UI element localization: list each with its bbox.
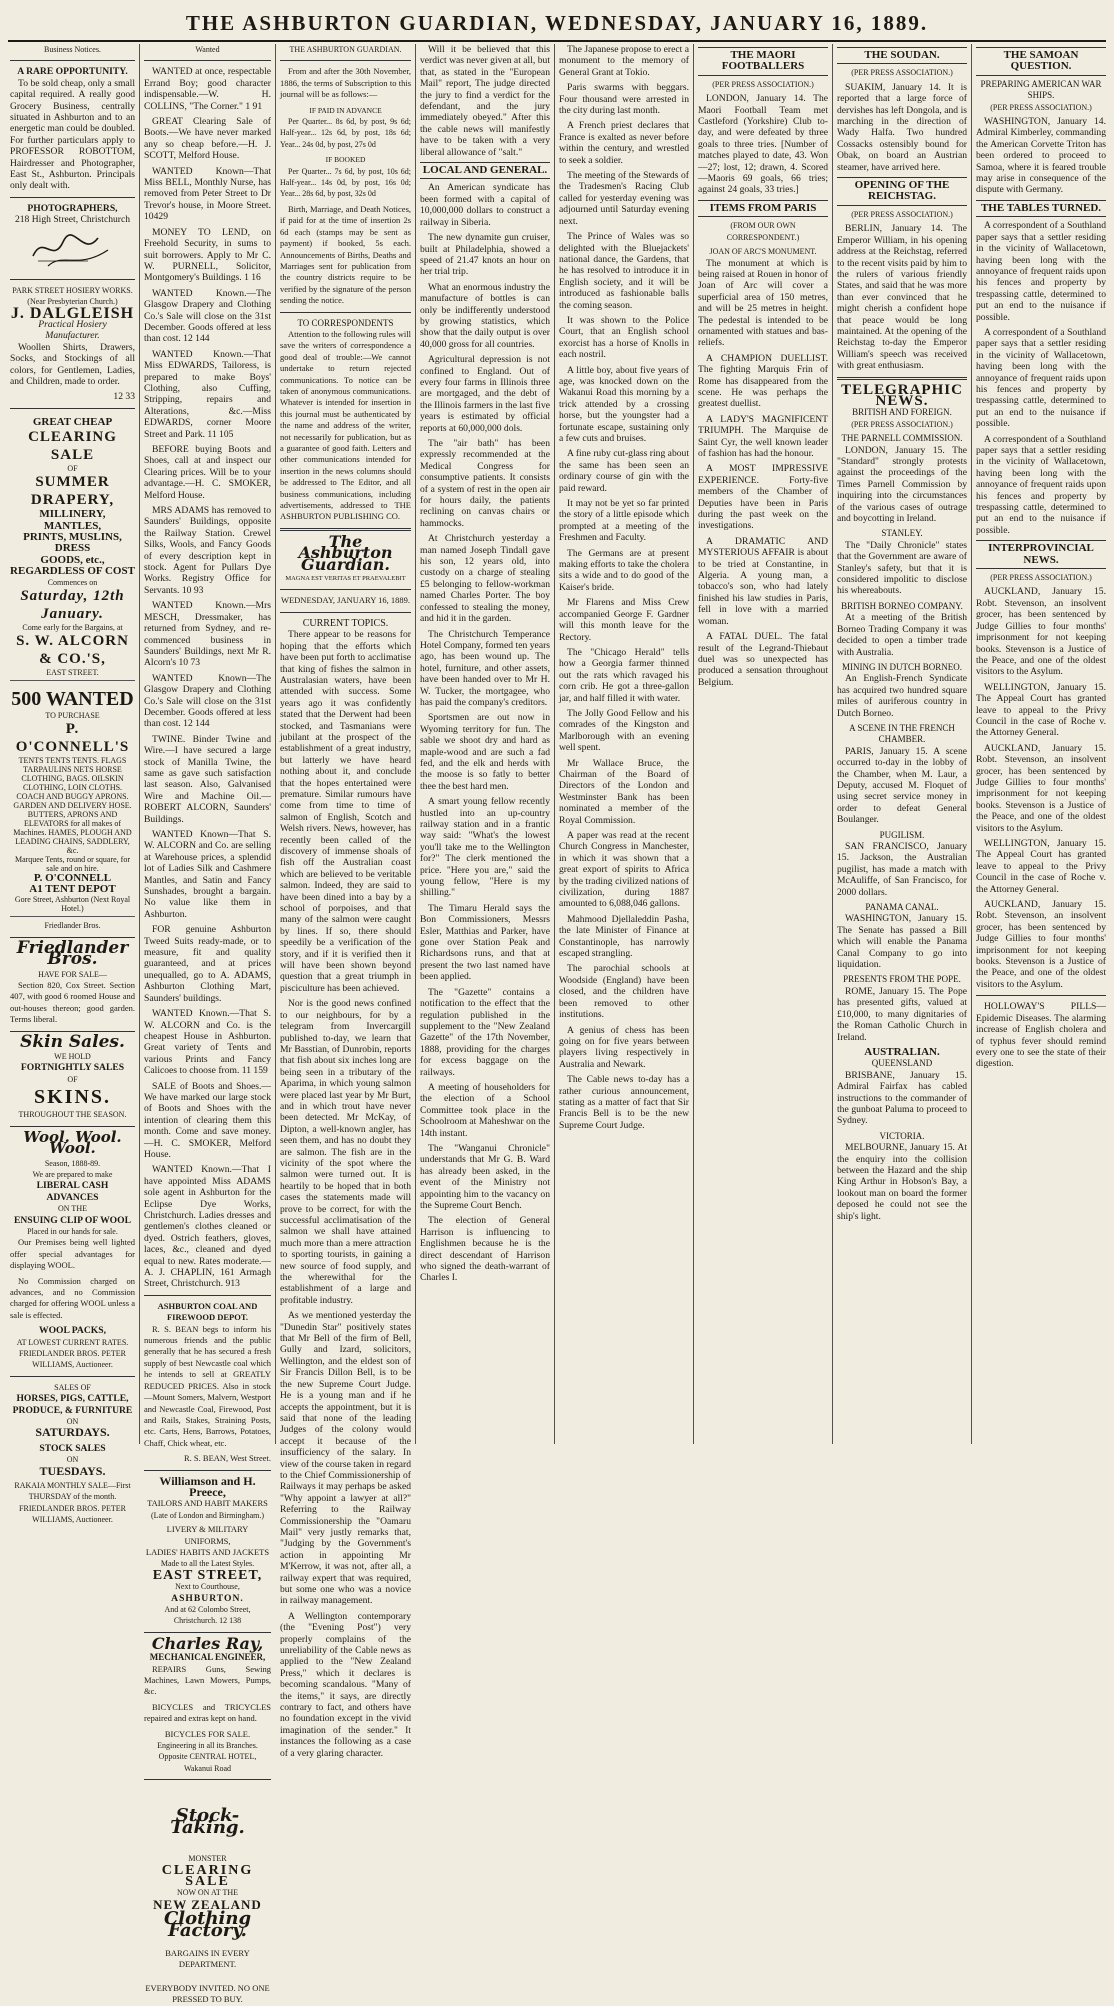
classified-ad: BEFORE buying Boots and Shoes, call at and inspect our Clearing prices. Will be to your advantage.—H. C. SMOKER, Melford House. <box>144 444 271 501</box>
section-heading: OPENING OF THE REICHSTAG. <box>837 177 967 206</box>
oconnell-ad <box>10 684 135 918</box>
ad-line: Engineering in all its Branches. <box>157 1741 258 1751</box>
local-paragraph: An American syndicate has been formed with a capital of 10,000,000 dollars to construct a railway in Siberia. <box>420 182 550 228</box>
local-paragraph: Sportsmen are out now in Wyoming territory for fun. The sable we shoot dry and hard as maple-wood and are such a fad fed, and the elk and herds with the moose is so fatly to better thee the best hard men. <box>420 712 550 792</box>
article-body <box>420 44 550 158</box>
article-text: BRISBANE, January 15. Admiral Fairfax has cabled instructions to the commander of the gunboat Paluma to proceed to Sydney. <box>837 1069 967 1127</box>
subheading: A SCENE IN THE FRENCH CHAMBER. <box>849 722 955 745</box>
ad-line: Gore Street, Ashburton (Next Royal Hotel.) <box>14 895 131 914</box>
ad-line: We are prepared to make <box>32 1169 113 1179</box>
dalgleish-sub: Practical Hosiery Manufacturer. <box>38 318 107 342</box>
editorial-paragraph: As we mentioned yesterday the "Dunedin Star" positively states that Mr Bell of the firm of Bell, Gully and Izard, solicitors, Wellington, and the eldest son of Sir Francis Dillon Bell, is to be the new Supreme Court Judge. He is a young man and if he accepts the appointment, but it is said that none of the leading Judges of the colony would accept it because of the insufficiency of the salary. In view of the course taken in regard to the Chief Commissionership of Railways it may perhaps be asked "Why appoint a lawyer at all?" Referring to the Railway Commissionership the "Oamaru Mail" very justly remarks that, "Judging by the Government's action in appointing Mr M'Kerrow, it was not, after all, a railway expert that was required, but some one who was a novice in railway management. <box>280 1310 411 1607</box>
subheading: BRITISH AND FOREIGN. <box>852 407 952 418</box>
subheading: PRESENTS FROM THE POPE. <box>843 974 961 985</box>
ad-line: ON <box>66 1455 79 1465</box>
masthead <box>8 6 1106 42</box>
ad-line: FRIEDLANDER BROS. PETER WILLIAMS, Auctioneer. <box>19 1349 126 1370</box>
ad-line: (Late of London and Birmingham.) <box>150 1510 265 1520</box>
article-paragraph: Mahmood Djellaleddin Pasha, the late Minister of Finance at Constantinople, has narrowly escaped strangling. <box>559 913 689 960</box>
article-text: WELLINGTON, January 15. The Appeal Court has granted leave to appeal to the Privy Council in the case of Roche v. the Attorney General. <box>976 838 1106 895</box>
classified-ad: MRS ADAMS has removed to Saunders' Buildings, opposite the Railway Station. Crewel Silks, Wools, and Fancy Goods of every description kept in stock. Agent for Pullars Dye Works. Registry Office for Servants. 10 93 <box>144 505 271 596</box>
paris-paragraph: A CHAMPION DUELLIST. The fighting Marquis Frin of Rome has disappeared from the scene. He was perhaps the greatest duellist. <box>698 352 828 410</box>
ad-line: WOOL PACKS, <box>39 1325 106 1337</box>
local-paragraph: A smart young fellow recently hustled into an up-country railway station and in a frantic way said: "What's the lowest you'll take me to the Wellington for?" The clerk mentioned the price. "Here you are," said the young fellow, "Here is my shilling." <box>420 796 550 899</box>
classified-ad: WANTED Known.—Mrs MESCH, Dressmaker, has returned from Sydney, and re-commenced business in Saunders' Buildings, next Mr R. Alcorn's 10 73 <box>144 600 271 669</box>
article-text: WASHINGTON, January 14. Admiral Kimberley, commanding the American Corvette Triton has been ordered to proceed to Samoa, where it is feared trouble may arise in consequence of the dispute with Germany. <box>976 116 1106 196</box>
ad-line: HORSES, PIGS, CATTLE, <box>16 1393 129 1405</box>
ad-line: LIBERAL CASH ADVANCES <box>36 1180 109 1203</box>
local-paragraph: The "Gazette" contains a notification to the effect that the regulation published in the supplement to the "New Zealand Gazette" of the 17th November, 1888, providing for the charges for excess baggage on the railways. <box>420 986 550 1078</box>
article-text: At a meeting of the British Borneo Trading Company it was decided to open a timber trade with Australia. <box>837 612 967 658</box>
press-credit: (PER PRESS ASSOCIATION.) <box>712 79 814 89</box>
ad-text: To be sold cheap, only a small capital required. A really good Grocery Business, centrally situated in Ashburton and to an energetic man could be doubled. For further particulars apply to PROFESSOR ROBOTTOM, Hairdresser and Photographer, East St., Ashburton. Principals only dealt with. <box>10 77 135 192</box>
article-paragraph: The meeting of the Stewards of the Tradesmen's Racing Club called for yesterday evening was adjourned until Saturday evening next. <box>559 170 689 227</box>
article-text: AUCKLAND, January 15. Robt. Stevenson, an insolvent grocer, has been sentenced by Judge Gillies to four months' imprisonment for not keeping books. Stevenson is a Justice of the Peace, and one of the oldest visitors to the Asylum. <box>976 742 1106 834</box>
ad-line: SATURDAYS. <box>35 1425 110 1440</box>
ad-line: NEW ZEALAND <box>153 1896 262 1912</box>
classified-ad: WANTED Known—The Glasgow Drapery and Clothing Co.'s Sale will close on the 31st December. Goods offered at less than cost. 12 144 <box>144 672 271 730</box>
ad-line: CLEARING SALE <box>28 429 117 464</box>
ad-text: R. S. BEAN begs to inform his numerous friends and the public generally that he has secured a fresh supply of best Newcastle coal which he intends to sell at GREATLY REDUCED PRICES. Also in stock—Mount Somers, Malvern, Westport and Newcastle Coal, Firewood, Post and Rails, Stakes, Straining Posts, etc. Carts, Hens, Barrows, Potatoes, Chaff, Chick wheat, etc. <box>144 1323 271 1448</box>
ad-line: ASHBURTON COAL AND FIREWOOD DEPOT. <box>157 1300 258 1323</box>
press-credit: (PER PRESS ASSOCIATION.) <box>851 419 953 429</box>
section-label: Wanted <box>195 45 220 54</box>
article-text: PARIS, January 15. A scene occurred to-day in the lobby of the Chamber, when M. Laur, a Deputy, accused M. Floquet of using secret service money in order to defeat General Boulanger. <box>837 745 967 826</box>
terms-label: IF PAID IN ADVANCE <box>309 105 382 115</box>
ad-line: GOODS, etc., <box>40 553 105 566</box>
local-paragraph: The Timaru Herald says the Bon Commissioners, Messrs Esler, Matthias and Parker, have gone over Station Peak and Richardsons runs, and that at present the two last named have been applied. <box>420 902 550 983</box>
ad-line: HAVE FOR SALE— <box>38 969 107 979</box>
ad-line: P. O'CONNELL'S <box>15 720 130 755</box>
classified-ad: FOR genuine Ashburton Tweed Suits ready-made, or to measure, fit and quality guaranteed, and at prices unequalled, go to A. ADAMS, Ashburton Clothing Mart, Saunders' buildings. <box>144 924 271 1004</box>
article-paragraph: A genius of chess has been going on for five years between players living respectively in Australia and Newark. <box>559 1024 689 1070</box>
article-text: HOLLOWAY'S PILLS—Epidemic Diseases. The alarming increase of English cholera and of typhus fever should remind every one to see the state of their digestion. <box>976 1001 1106 1070</box>
subheading: VICTORIA. <box>879 1130 925 1141</box>
article-text: LONDON, January 15. The "Standard" strongly protests against the proceedings of the Times Parnell Commission by inquiring into the circumstances of the various cases of outrage and boycotting in Ireland. <box>837 444 967 525</box>
ad-line: Charles Ray, <box>151 1633 264 1653</box>
ad-line: SUMMER DRAPERY, <box>30 474 115 509</box>
section-label: Business Notices. <box>44 45 101 54</box>
article-paragraph: The parochial schools at Woodside (England) have been closed, and the children have been removed to other institutions. <box>559 963 689 1021</box>
paris-paragraph: A DRAMATIC AND MYSTERIOUS AFFAIR is about to be tried at Constantine, in Algeria. A young man, a tobacco's son, who had lately finished his law studies in Paris, fell in love with a married woman. <box>698 535 828 627</box>
article-paragraph: A paper was read at the recent Church Congress in Manchester, in which it was shown that a great export of spirits to Africa by the trading civilized nations of civilization, during 1887 amounted to 6,088,046 gallons. <box>559 830 689 910</box>
column-4 <box>415 44 554 1444</box>
ad-title: A RARE OPPORTUNITY. <box>17 66 128 78</box>
clearing-sale-ad <box>10 414 135 681</box>
article-paragraph: A French priest declares that France is exalted as never before within the century, and wrestled to seek a soldier. <box>559 120 689 166</box>
ad-text: Our Premises being well lighted offer special advantages for displaying WOOL. <box>10 1237 135 1271</box>
ad-line: ASHBURTON. <box>171 1592 244 1604</box>
press-credit: (PER PRESS ASSOCIATION.) <box>990 573 1092 583</box>
subheading: STANLEY. <box>881 528 923 539</box>
ad-line: Wool. Wool. Wool. <box>23 1127 122 1158</box>
editorial-body <box>280 629 411 1759</box>
ad-line: AT LOWEST CURRENT RATES. <box>16 1337 129 1347</box>
press-credit: (PER PRESS ASSOCIATION.) <box>851 209 953 219</box>
editorial-paragraph: Nor is the good news confined to our neighbours, for by a telegram from Invercargill published to-day, we learn that Mr Basstian, of Dunrobin, reports that fish about six inches long are being seen in a tributary of the Aparima, in which young salmon were placed last year by Mr Burt, and in which trout have never been detected. Mr McKay, of Dipton, a well-known angler, has seen them, and has no doubt they are salmon. The fish are in the vicinity of the spot where the salmon were turned out. It is heartily to be hoped that in both cases the statements made will prove to be correct, for with the successful acclimatisation of the salmon we shall have attained much more than a mere attraction to sporting tourists, in gaining a new source of food supply, and the wherewithal for the establishment of a large and profitable industry. <box>280 998 411 1306</box>
ad-line: TAILORS AND HABIT MAKERS <box>147 1498 268 1509</box>
subheading: BRITISH BORNEO COMPANY. <box>841 600 963 611</box>
paper-motto: MAGNA EST VERITAS ET PRAEVALEBIT <box>285 575 406 583</box>
press-credit: (PER PRESS ASSOCIATION.) <box>851 68 953 78</box>
article-paragraph: It may not be yet so far printed the story of a little episode which prompted at a meeting of the Freshmen and Faculty. <box>559 498 689 544</box>
ad-line: GREAT CHEAP <box>32 415 113 428</box>
ad-text: No Commission charged on advances, and no Commission charged for offering WOOL unless a sale is effected. <box>10 1275 135 1320</box>
ad-line: SKINS. <box>33 1086 112 1109</box>
article-paragraph: Mr Wallace Bruce, the Chairman of the Board of Directors of the London and Westminster Bank has been nominated a member of the Royal Commission. <box>559 757 689 826</box>
column-6 <box>693 44 832 1444</box>
press-credit: (FROM OUR OWN CORRESPONDENT.) <box>726 221 800 242</box>
press-credit: (PER PRESS ASSOCIATION.) <box>990 102 1092 112</box>
editorial-paragraph: A Wellington contemporary (the "Evening Post") very properly complains of the unreliability of the Cable news as applied to the "New Zealand Press," which it declares is becoming scandalous. "Many of the items," it says, are directly contrary to fact, and others have no foundation except in the vivid imagination of the sender." It instances the following as a case of a very glaring character. <box>280 1610 411 1759</box>
ad-line: A1 TENT DEPOT <box>29 883 116 895</box>
classified-ad: WANTED Known—That Miss BELL, Monthly Nurse, has removed from Peter Street to Dr Trevor's house, in Moore Street. 10429 <box>144 165 271 223</box>
section-heading: THE SOUDAN. <box>837 47 967 64</box>
article-paragraph: Paris swarms with beggars. Four thousand were arrested in the city during last month. <box>559 82 689 117</box>
article-paragraph: A fine ruby cut-glass ring about the same has been seen an ordinary course of gin with the paid reward. <box>559 448 689 494</box>
ad-line: Season, 1888-89. <box>44 1158 101 1168</box>
ad-line: PRINTS, MUSLINS, DRESS <box>23 530 122 555</box>
classified-ad: GREAT Clearing Sale of Boots.—We have never marked any so cheap before.—H. J. SCOTT, Melford House. <box>144 116 271 162</box>
ad-line: ENSUING CLIP OF WOOL <box>13 1214 131 1226</box>
ad-line: THROUGHOUT THE SEASON. <box>18 1110 127 1120</box>
dalgleish-text: Woollen Shirts, Drawers, Socks, and Stockings of all colors, for Gentlemen, Ladies, and Children, made to order. <box>10 341 135 387</box>
photo-title: PHOTOGRAPHERS, <box>27 202 118 214</box>
classified-ad: WANTED at once, respectable Errand Boy; good character indispensable.—W. H. COLLINS, "The Corner." 1 91 <box>144 66 271 112</box>
paris-paragraph: A LADY'S MAGNIFICENT TRIUMPH. The Marquise de Saint Cyr, the well known leader of fashion has had the honour. <box>698 413 828 459</box>
article-paragraph: Mr Flarens and Miss Crew accompanied George F. Gardner will this month leave for the Rectory. <box>559 597 689 643</box>
article-text: ROME, January 15. The Pope has presented gifts, valued at £10,000, to many dignitaries of the Roman Catholic Church in Ireland. <box>837 985 967 1043</box>
ad-line: REGARDLESS OF COST <box>10 565 135 578</box>
subheading: THE PARNELL COMMISSION. <box>841 433 963 444</box>
ad-line: TO PURCHASE <box>45 710 100 720</box>
article-paragraph: The Prince of Wales was so delighted with the Bluejackets' national dance, the Gardens, that he has resolved to introduce it in English society, and it will be introduced as fashionable balls the coming season. <box>559 231 689 311</box>
article-body <box>559 44 689 1131</box>
section-label: THE ASHBURTON GUARDIAN. <box>289 45 402 54</box>
date-line: WEDNESDAY, JANUARY 16, 1889. <box>280 595 411 606</box>
article-text: AUCKLAND, January 15. Robt. Stevenson, an insolvent grocer, has been sentenced by Judge Gillies to four months' imprisonment for not keeping books. Stevenson is a Justice of the Peace, and one of the oldest visitors to the Asylum. <box>976 586 1106 678</box>
subheading: JOAN OF ARC'S MONUMENT. <box>709 247 817 257</box>
local-paragraph: At Christchurch yesterday a man named Joseph Tindall gave his son, 12 years old, into custody on a charge of stealing £5 belonging to fellow-workman named Charles Porter. The boy confessed to stealing the money, and hid it in the garden. <box>420 533 550 625</box>
ad-line: EVERYBODY INVITED. NO ONE PRESSED TO BUY. <box>145 1982 270 2005</box>
ad-line: 500 WANTED <box>11 687 134 710</box>
local-paragraph: The Christchurch Temperance Hotel Company, formed ten years ago, has been wound up. The hotel, furniture, and other assets, have been handed over to Mr H. W. Tucker, the mortgagee, who has paid the company's creditors. <box>420 628 550 708</box>
terms-intro: From and after the 30th November, 1886, the terms of Subscription to this journal will be as follows:— <box>280 66 411 100</box>
local-paragraph: The new dynamite gun cruiser, built at Philadelphia, showed a speed of 21.47 knots an hour on her trial trip. <box>420 232 550 278</box>
classified-ad: TWINE. Binder Twine and Wire.—I have secured a large stock of Manilla Twine, the same as gave such satisfaction last season. Also, Galvanised Wire and Machine Oil.—ROBERT ALCORN, Saunders' Buildings. <box>144 733 271 825</box>
ad-line: SALES OF <box>54 1382 91 1392</box>
article-paragraph: The "Chicago Herald" tells how a Georgia farmer thinned out the rats which ravaged his corn crib. He got a three-gallon jar, and half filled it with water. <box>559 646 689 704</box>
ad-line: Come early for the Bargains, at <box>22 622 123 632</box>
article-text: BERLIN, January 14. The Emperor William, in his opening address at the Reichstag, referred to the recent visits paid by him to the rulers of various friendly States, and said that he was more than ever convinced that he might cherish a confident hope that peace would be long maintained. At the opening of the Reichstag to-day the Emperor William's speech was received with great enthusiasm. <box>837 223 967 372</box>
article-paragraph: Will it be believed that this verdict was never given at all, but that, as stated in the "European Mail" report, The judge directed the jury to find a verdict for the defendant, and the jury immediately obeyed." After this the cable news will manifestly have to be taken with a very liberal allowance of "salt." <box>420 44 550 158</box>
ad-line: P. O'CONNELL <box>33 871 112 884</box>
section-heading: TELEGRAPHIC NEWS. <box>841 381 963 409</box>
classified-ad: WANTED Known.—That I have appointed Miss ADAMS sole agent in Ashburton for the Eclipse Dye Works, Christchurch. Ladies dresses and gentlemen's clothes cleaned or dyed. Ostrich feathers, gloves, laces, &c., cleaned and dyed equal to new. Rates moderate.—A. J. CHAPLIN, 161 Armagh Street, Christchurch. 913 <box>144 1164 271 1290</box>
article-text: The "Daily Chronicle" states that the Government are aware of Stanley's safety, but that it is considered impolitic to disclose his whereabouts. <box>837 539 967 597</box>
paris-paragraph: A MOST IMPRESSIVE EXPERIENCE. Forty-five members of the Chamber of Deputies have been in Paris during the past week on the investigations. <box>698 463 828 532</box>
ad-line: TENTS TENTS TENTS. FLAGS TARPAULINS NETS HORSE CLOTHING, BAGS. OILSKIN CLOTHING, LOIN CLOTHS. COACH AND BUGGY APRONS. GARDEN AND DELIVERY HOSE. BUTTERS, APRONS AND ELEVATORS for all makes of Machines. HAMES, PLOUGH AND LEADING CHAINS, SADDLERY, &c. <box>13 755 132 855</box>
local-paragraph: The "air bath" has been expressly recommended at the Medical Congress for consumptive patients. It consists of a system of rest in the open air for hours daily, the patients reclining on canvas chairs or hammocks. <box>420 438 550 529</box>
ad-line: Skin Sales. <box>20 1031 125 1052</box>
ad-line: Placed in our hands for sale. <box>27 1226 118 1236</box>
editorial-paragraph: There appear to be reasons for hoping that the efforts which have been put forth to acclimatise that king of fishes the salmon in Australasian waters, have been attended with success. Some years ago it was confidently stated that the Derwent had been stocked, and Tasmanians were jubilant at the prospect of the establishment of a great industry, but latterly we have heard nothing about it, and conclude that the hopes entertained were premature. Similar rumours have come from time to time of salmon of English, Scotch and Welsh rivers. News, however, has recently been called of the discovery of immense shoals of fish off the Australian coast which are believed to be veritable salmon. Indeed, they are said to have been dined into a bay by a school of porpoises, and that many of the salmon were caught by lines. If so, there should speedily be a verification of the story, and if it is verified then it will have been shown beyond question that a great triumph in pisciculture has been achieved. <box>280 629 411 994</box>
subheading: PUGILISM. <box>879 829 925 840</box>
ad-text: Section 820, Cox Street. Section 407, with good 6 roomed House and out-houses thereon; good garden. Terms liberal. <box>10 980 135 1025</box>
ad-line: MECHANICAL ENGINEER, <box>149 1652 266 1663</box>
article-text: SAN FRANCISCO, January 15. Jackson, the Australian pugilist, has made a match with McAuliffe, of San Francisco, for 2000 dollars. <box>837 841 967 898</box>
ad-line: ON THE <box>58 1204 87 1214</box>
ad-line: ON <box>66 1417 79 1427</box>
paris-items <box>698 258 828 689</box>
terms-label: IF BOOKED <box>325 155 366 165</box>
ad-line: TUESDAYS. <box>39 1463 106 1478</box>
paris-paragraph: A FATAL DUEL. The fatal result of the Legrand-Thiebaut duel was so unexpected has produced a sensation throughout Belgium. <box>698 631 828 688</box>
ad-line: EAST STREET, <box>152 1567 263 1583</box>
ad-text: BICYCLES and TRICYCLES repaired and extras kept on hand. <box>144 1701 271 1724</box>
photo-address: 218 High Street, Christchurch <box>14 214 131 226</box>
ad-line: BICYCLES FOR SALE. <box>164 1728 251 1739</box>
article-paragraph: The Germans are at present making efforts to take the cholera sits a wide and to do good of the Kaiser's bride. <box>559 547 689 593</box>
paper-title: The Ashburton Guardian. <box>298 531 393 574</box>
classified-ad: WANTED Known—That S. W. ALCORN and Co. are selling at Warehouse prices, a splendid lot of Ladies Silk and Cashmere Mantles, and Satin and Fancy Sunshades, brought a bargain. No value like them in Ashburton. <box>144 829 271 920</box>
ad-line: R. S. BEAN, West Street. <box>184 1453 271 1464</box>
article-text: MELBOURNE, January 15. At the enquiry into the collision between the Hazard and the ship King Arthur in Hobson's Bay, a lookout man on board the former deposed he could not see the ship's light. <box>837 1142 967 1222</box>
ad-line: EAST STREET. <box>46 667 99 677</box>
ad-line: STOCK SALES <box>39 1442 106 1454</box>
ad-line: Marquee Tents, round or square, for sale and on hire. <box>14 854 131 873</box>
correspondents-text: Attention to the following rules will save the writers of correspondence a good deal of trouble:—We cannot undertake to return rejected communications. To notice can be taken of anonymous communications. Whatever is intended for insertion in this journal must be authenticated by the name and address of the writer, not necessarily for publication, but as a guarantee of good faith. Letters and other communications intended for insertion in the news columns should be addressed to The Editor, and all business communications, including advertisements, addressed to THE ASHBURTON PUBLISHING CO. <box>280 328 411 522</box>
paris-paragraph: The monument at which is being raised at Rouen in honor of Joan of Arc will cover a superficial area of 150 metres, and will be 25 metres in height. The pedestal is intended to be ornamented with statues and bas-reliefs. <box>698 257 828 349</box>
section-heading: ITEMS FROM PARIS <box>698 200 828 217</box>
section-heading: CURRENT TOPICS. <box>302 617 389 629</box>
article-text: LONDON, January 14. The Maori Football Team met Castleford (Yorkshire) Club to-day, and were defeated by three goals to three tries. [Number of matches played to date, 43. Won—27; lost, 12; drawn, 4. Scored—Maoris 69 goals, 66 tries; against 24 goals, 33 tries.] <box>698 93 828 196</box>
hosiery-header: PARK STREET HOSIERY WORKS. (Near Presbyterian Church.) <box>12 285 133 307</box>
masthead-title: THE ASHBURTON GUARDIAN, WEDNESDAY, JANUARY 16, 1889. <box>185 10 929 35</box>
classified-ad: WANTED Known.—That Miss EDWARDS, Tailoress, is prepared to make Boys' Clothing, also Cuffing, Stripping, repairs and Alterations, &c.—Miss EDWARDS, corner Moore Street and Park. 11 105 <box>144 348 271 440</box>
ad-line: RAKAIA MONTHLY SALE—First THURSDAY of the month. <box>14 1481 131 1502</box>
ad-line: LADIES' HABITS AND JACKETS <box>145 1546 270 1557</box>
column-1 <box>6 44 139 1525</box>
classified-ad: WANTED Known.—The Glasgow Drapery and Clothing Co.'s Sale will close on the 31st December. Goods offered at less than cost. 12 144 <box>144 287 271 345</box>
subheading: AUSTRALIAN. <box>864 1045 940 1058</box>
ad-line: BARGAINS IN EVERY DEPARTMENT. <box>165 1947 250 1970</box>
section-heading: LOCAL AND GENERAL. <box>420 162 550 179</box>
terms-rates: Per Quarter... 8s 6d, by post, 9s 6d; Half-year... 12s 6d, by post, 18s 6d; Year... 24s 0d, by post, 27s 0d <box>280 117 411 149</box>
local-paragraph: What an enormous industry the manufacture of bottles is can only be indifferently understood by growing statistics, which show that the daily output is over 40,000 gross for all countries. <box>420 281 550 350</box>
ad-line: Stock-Taking. <box>170 1805 245 1838</box>
article-text: WELLINGTON, January 15. The Appeal Court has granted leave to appeal to the Privy Council in the case of Roche v. the Attorney General. <box>976 681 1106 739</box>
subheading: QUEENSLAND <box>871 1058 933 1069</box>
article-paragraph: A little boy, about five years of age, was knocked down on the Wakanui Road this morning by a trick attended by a crossing horse, but the youngster had a fortunate escape, sustaining only a few cuts and bruises. <box>559 364 689 444</box>
section-heading: INTERPROVINCIAL NEWS. <box>976 540 1106 569</box>
local-general-body <box>420 182 550 1283</box>
ad-line: OF <box>67 464 78 474</box>
column-8 <box>971 44 1110 1444</box>
ad-line: Friedlander Bros. <box>16 937 129 970</box>
ad-line: Friedlander Bros. <box>44 921 101 931</box>
ad-line: CLEARING SALE <box>161 1862 254 1889</box>
subheading: PANAMA CANAL. <box>865 902 939 913</box>
ad-line: LIVERY & MILITARY UNIFORMS, <box>166 1524 249 1546</box>
births-notice: Birth, Marriage, and Death Notices, if paid for at the time of insertion 2s 6d each (stamps may be sent as payment) if booked, 5s each. Announcements of Births, Deaths and Marriages sent for publication from the country districts require to be verified by the signature of the person sending the notice. <box>280 203 411 306</box>
column-5 <box>554 44 693 1444</box>
article-paragraph: The Jolly Good Fellow and his comrades of the Kingston and Marlborough with an evening well spent. <box>559 707 689 754</box>
ad-line: FORTNIGHTLY SALES <box>20 1062 125 1074</box>
section-heading: TO CORRESPONDENTS <box>297 317 394 328</box>
local-paragraph: The "Wanganui Chronicle" understands that Mr G. B. Ward has already been asked, in the event of the Ministry not appointing him to the vacancy on the Supreme Court Bench. <box>420 1142 550 1211</box>
article-text: A correspondent of a Southland paper says that a settler residing in the vicinity of Wallacetown, having been long with the annoyance of frequent raids upon his fences and property by trespassing cattle, determined to put an end to the nuisance if possible. <box>976 220 1106 323</box>
wanted-list <box>144 66 271 1289</box>
article-paragraph: The Cable news to-day has a rather curious announcement, stating as a matter of fact that Sir Francis Bell is to be the new Supreme Court Judge. <box>559 1074 689 1131</box>
local-paragraph: Agricultural depression is not confined to England. Out of every four farms in Illinois three are mortgaged, and the debt of the Illinois farmers in the last five years is estimated by official reports at 60,000,000 dols. <box>420 354 551 434</box>
article-text: WASHINGTON, January 15. The Senate has passed a Bill which will enable the Panama Canal Company to go into liquidation. <box>837 913 967 971</box>
ad-line: Next to Courthouse, <box>175 1582 240 1592</box>
classified-ad: WANTED Known.—That S. W. ALCORN and Co. is the cheapest House in Ashburton. Great variety of Tents and various Prints and Fancy Calicoes to choose from. 11 159 <box>144 1008 271 1077</box>
article-text: A correspondent of a Southland paper says that a settler residing in the vicinity of Wallacetown, having been long with the annoyance of frequent raids upon his fences and property by trespassing cattle, determined to put an end to the nuisance if possible. <box>976 433 1106 536</box>
ad-line: MILLINERY, MANTLES, <box>39 508 106 532</box>
ad-line: Clothing Factory. <box>163 1908 252 1941</box>
classified-ad: SALE of Boots and Shoes.—We have marked our large stock of Boots and Shoes with the intention of clearing them this month. Come and save money.—H. C. SMOKER, Melford House. <box>144 1080 271 1160</box>
article-text: An English-French Syndicate has acquired two hundred square miles of auriferous country in Dutch Borneo. <box>837 673 967 719</box>
ad-line: S. W. ALCORN & CO.'S, <box>16 632 129 667</box>
ad-line: PRODUCE, & FURNITURE <box>12 1404 133 1416</box>
column-7 <box>832 44 971 1444</box>
dalgleish-name: J. DALGLEISH <box>10 304 135 322</box>
ad-line: NOW ON AT THE <box>176 1888 239 1898</box>
column-2 <box>139 44 275 2005</box>
photographer-logo <box>10 226 135 274</box>
ad-line: Opposite CENTRAL HOTEL, Wakanui Road <box>158 1752 257 1773</box>
article-text: A correspondent of a Southland paper says that a settler residing in the vicinity of Wallacetown, having been long with the annoyance of frequent raids upon his fences and property by trespassing cattle, determined to put an end to the nuisance if possible. <box>976 326 1106 430</box>
column-3 <box>275 44 415 1759</box>
section-heading: THE TABLES TURNED. <box>976 200 1106 217</box>
article-paragraph: The Japanese propose to erect a monument to the memory of General Grant at Tokio. <box>559 44 689 78</box>
ad-line: FRIEDLANDER BROS. PETER WILLIAMS, Auctioneer. <box>19 1503 126 1525</box>
subheading: PREPARING AMERICAN WAR SHIPS. <box>980 78 1102 101</box>
article-paragraph: It was shown to the Police Court, that an English school exorcist has a horse of Knolls in each nostril. <box>559 314 689 361</box>
subheading: MINING IN DUTCH BORNEO. <box>842 661 962 672</box>
ad-line: OF <box>67 1074 78 1084</box>
terms-rates: Per Quarter... 7s 6d, by post, 10s 6d; Half-year... 14s 0d, by post, 16s 0d; Year... 28s 6d, by post, 32s 0d <box>280 166 411 199</box>
article-text: AUCKLAND, January 15. Robt. Stevenson, an insolvent grocer, has been sentenced by Judge Gillies to four months' imprisonment for not keeping books. Stevenson is a Justice of the Peace, and one of the oldest visitors to the Asylum. <box>976 899 1106 990</box>
ad-line: Commences on <box>47 577 98 587</box>
local-paragraph: A meeting of householders for the election of a School Committee took place in the Schoolroom at Maheshwar on the 14th instant. <box>420 1081 550 1139</box>
ad-line: Williamson and H. Preece, <box>159 1473 256 1499</box>
ad-line: Saturday, 12th January. <box>20 587 125 622</box>
ad-line: WE HOLD <box>54 1052 91 1062</box>
dalgleish-num: 12 33 <box>113 391 135 403</box>
ad-line: Made to all the Latest Styles. <box>160 1559 255 1569</box>
ad-line: And at 62 Colombo Street, Christchurch. 12 138 <box>164 1605 251 1626</box>
article-text: SUAKIM, January 14. It is reported that a large force of dervishes has left Dongola, and is marching in the direction of Wady Halfa. Two hundred Cossacks ostensibly bound for Obak, on board an Austrian steamer, have arrived here. <box>837 81 967 173</box>
ad-text: REPAIRS Guns, Sewing Machines, Lawn Mowers, Pumps, &c. <box>144 1663 271 1697</box>
section-heading: THE MAORI FOOTBALLERS <box>698 47 828 76</box>
ad-line: MONSTER <box>188 1854 227 1864</box>
section-heading: THE SAMOAN QUESTION. <box>976 47 1106 76</box>
local-paragraph: The election of General Harrison is influencing to Englishmen because he is the direct descendant of Harrison who signed the death-warrant of Charles I. <box>420 1215 550 1284</box>
classified-ad: MONEY TO LEND, on Freehold Security, in sums to suit borrowers. Apply to Mr C. W. PURNELL, Solicitor, Montgomery's Buildings. 1 16 <box>144 226 271 284</box>
